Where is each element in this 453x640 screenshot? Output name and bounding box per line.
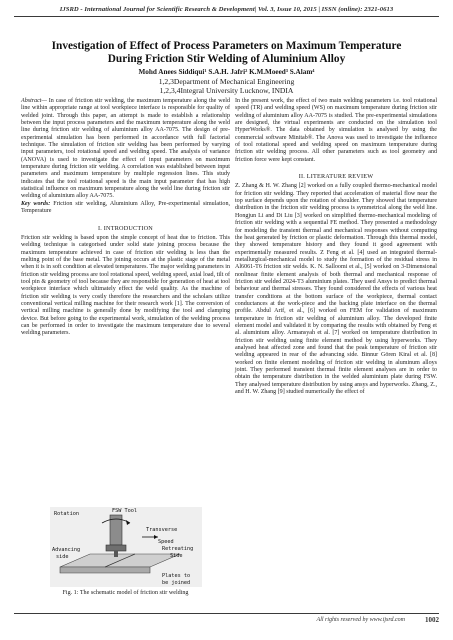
plate-side bbox=[60, 567, 150, 573]
affiliation-department: 1,2,3Department of Mechanical Engineering bbox=[158, 77, 295, 86]
page-footer bbox=[14, 613, 439, 629]
label-transverse: Transverse bbox=[146, 527, 178, 533]
affiliation-university: 1,2,3,4Integral University Lucknow, INDIA bbox=[159, 86, 294, 95]
journal-header: IJSRD - International Journal for Scientific Research & Development| Vol. 3, Issue 10, 2015 | ISSN (online): 2321-0613 bbox=[59, 6, 394, 13]
keywords-label: Key words: bbox=[21, 200, 51, 207]
keywords-text: Friction stir welding, Aluminium Alloy, Pre-experimental simulation, Temperature bbox=[21, 200, 230, 215]
label-advancing: Advancing bbox=[52, 547, 81, 553]
header-rule bbox=[14, 16, 439, 17]
intro-heading: I. INTRODUCTION bbox=[98, 224, 153, 232]
tool-pin bbox=[114, 551, 118, 557]
fsw-schematic-svg bbox=[50, 507, 202, 587]
paper-title bbox=[20, 40, 433, 66]
title-line-2: During Friction Stir Welding of Aluminium Alloy bbox=[107, 53, 346, 65]
label-joined: be joined bbox=[162, 580, 191, 586]
keywords bbox=[21, 201, 230, 216]
title-line-1: Investigation of Effect of Process Parameters on Maximum Temperature bbox=[51, 40, 402, 52]
figure-caption: Fig. 1: The schematic model of friction stir welding bbox=[62, 590, 189, 596]
abstract-label: Abstract— bbox=[21, 98, 47, 104]
label-side: Side bbox=[170, 553, 183, 559]
literature-text: Z. Zhang & H. W. Zhang [2] worked on a fully coupled thermo-mechanical model for friction stir welding. They reported that acceleration of material flow near the top surface depends upon the rotation of shoulder. They showed that temperature distribution in the friction stir welding process is symmetrical along the weld line. Hongjun Li and Di Liu [3] worked on simplified thermo-mechanical modeling of friction stir welding with a sequential FE method. They presented a methodology for modeling the transient thermal and mechanical responses without computing the heat generated by friction or plastic deformation. Through this thermal model, they showed temperature history and they found it good agreement with experimentally measured results. Z Feng et al. [4] used an integrated thermal-metallurgical-mechanical model to study the formation of the residual stress in Al6061-T6 friction stir welds. K. N. Salloomi et al., [5] worked on 3-Dimensional nonlinear finite element analysis of both thermal and mechanical response of friction stir welded 2024-T3 aluminium plates. They used Ansys to predict thermal behaviour and thermal stresses. They found considered the effects of various heat transfer conditions at the bottom surface of the workpiece, thermal contact conductances at the work-piece and the backing plate interface on the thermal profile. Abdul Arif, et al., [6] worked on FEM for validation of maximum temperature in friction stir welding of aluminium alloy. The developed finite element model and validated it by comparing the results with obtained by Feng et al. aluminium alloy. Armansyah et al. [7] worked on temperature distribution in friction stir welding using finite element method by using hyperworks. They analysed heat affected zone and found that the peak temperature of friction stir welding appeared in rear of the advancing side. Binnur Gören Kiral et al. [8] worked on finite element modeling of friction stir welding in aluminum alloys joint. They performed transient thermal finite element analyses are in order to obtain the temperature distribution in the welded aluminium plate during FSW. They analysed temperature distribution by using ansys and hyperworks. Zhang, Z., and H. W. Zhang [9] studied numerically the effect of bbox=[235, 183, 437, 396]
abstract-text: In case of friction stir welding, the maximum temperature along the weld line within appropriate range at tool workpiece interface is responsible for quality of welded joint. Through this paper, an attempt is made to establish a relationship between the input process parameters and the maximum temperature along the weld line during friction stir welding of aluminium alloy AA-7075. The design of pre-experimental simulation has been performed in accordance with full factorial technique. The simulation of friction stir welding has been performed by varying input parameters, tool rotational speed and welding speed. The analysis of variance (ANOVA) is used to investigate the effect of input parameters on maximum temperature during friction stir welding. A correlation was established between input parameters and maximum temperature by multiple regression lines. This study indicates that the tool rotational speed is the main input parameter that has high statistical influence on maximum temperature along the weld line during friction stir welding of aluminium alloy AA-7075. bbox=[21, 98, 231, 200]
right-column bbox=[235, 98, 437, 396]
abstract bbox=[21, 98, 230, 201]
label-side-2: side bbox=[56, 554, 69, 560]
footer-rule bbox=[14, 613, 439, 614]
label-speed: Speed bbox=[158, 539, 174, 545]
label-retreating: Retreating bbox=[162, 546, 194, 552]
right-intro-text: In the present work, the effect of two main welding parameters i.e. tool rotational speed (TR) and welding speed (WS) on maximum temperature during friction stir welding of aluminium alloy AA-7075 is studied. The pre-experimental simulations are designed, the virtual experiments are conducted on the simulation tool HyperWorks®. The data obtained by simulation is analysed by using the commercial software Minitab®. The Anova was used to investigate the influence of tool rotational speed and welding speed on maximum temperature during friction stir welding process. All other parameters such as tool geometry and friction force were kept constant. bbox=[235, 98, 437, 163]
fsw-schematic-figure bbox=[50, 507, 202, 587]
footer-rights: All rights reserved by www.ijsrd.com bbox=[316, 617, 405, 623]
page-number: 1002 bbox=[425, 616, 439, 624]
intro-text: Friction stir welding is based upon the simple concept of heat due to friction. This welding technique is categorised under solid state joining process because the maximum temperature achieved in case of friction stir welding is less than the melting point of the base metal. The joining occurs at the plastic stage of the metal when it is in soft condition at elevated temperatures. The major welding parameters in friction stir welding process are tool rotational speed, welding speed, axial load, tilt of tool pin & geometry of tool because they are responsible for generation of heat at tool workpiece interface which ultimately effect the weld quality. As the machine of friction stir welding is very costly therefore the researchers and the scholars utilize conventional vertical milling machine for their research work [1]. The conversion of vertical milling machine is generally done by modifying the tool and clamping device. But before going to the experimental work, simulation of the welding process can be performed in order to investigate the maximum temperature due to several welding parameters. bbox=[21, 234, 230, 337]
label-rotation: Rotation bbox=[54, 511, 79, 517]
author-list: Mohd Anees Siddiqui¹ S.A.H. Jafri² K.M.Moeed³ S.Alam⁴ bbox=[138, 68, 315, 76]
literature-heading: II. LITERATURE REVIEW bbox=[298, 173, 374, 181]
tool-shoulder bbox=[106, 545, 126, 551]
label-fsw-tool: FSW Tool bbox=[112, 508, 137, 514]
left-column bbox=[21, 98, 230, 338]
label-plates: Plates to bbox=[162, 573, 191, 579]
